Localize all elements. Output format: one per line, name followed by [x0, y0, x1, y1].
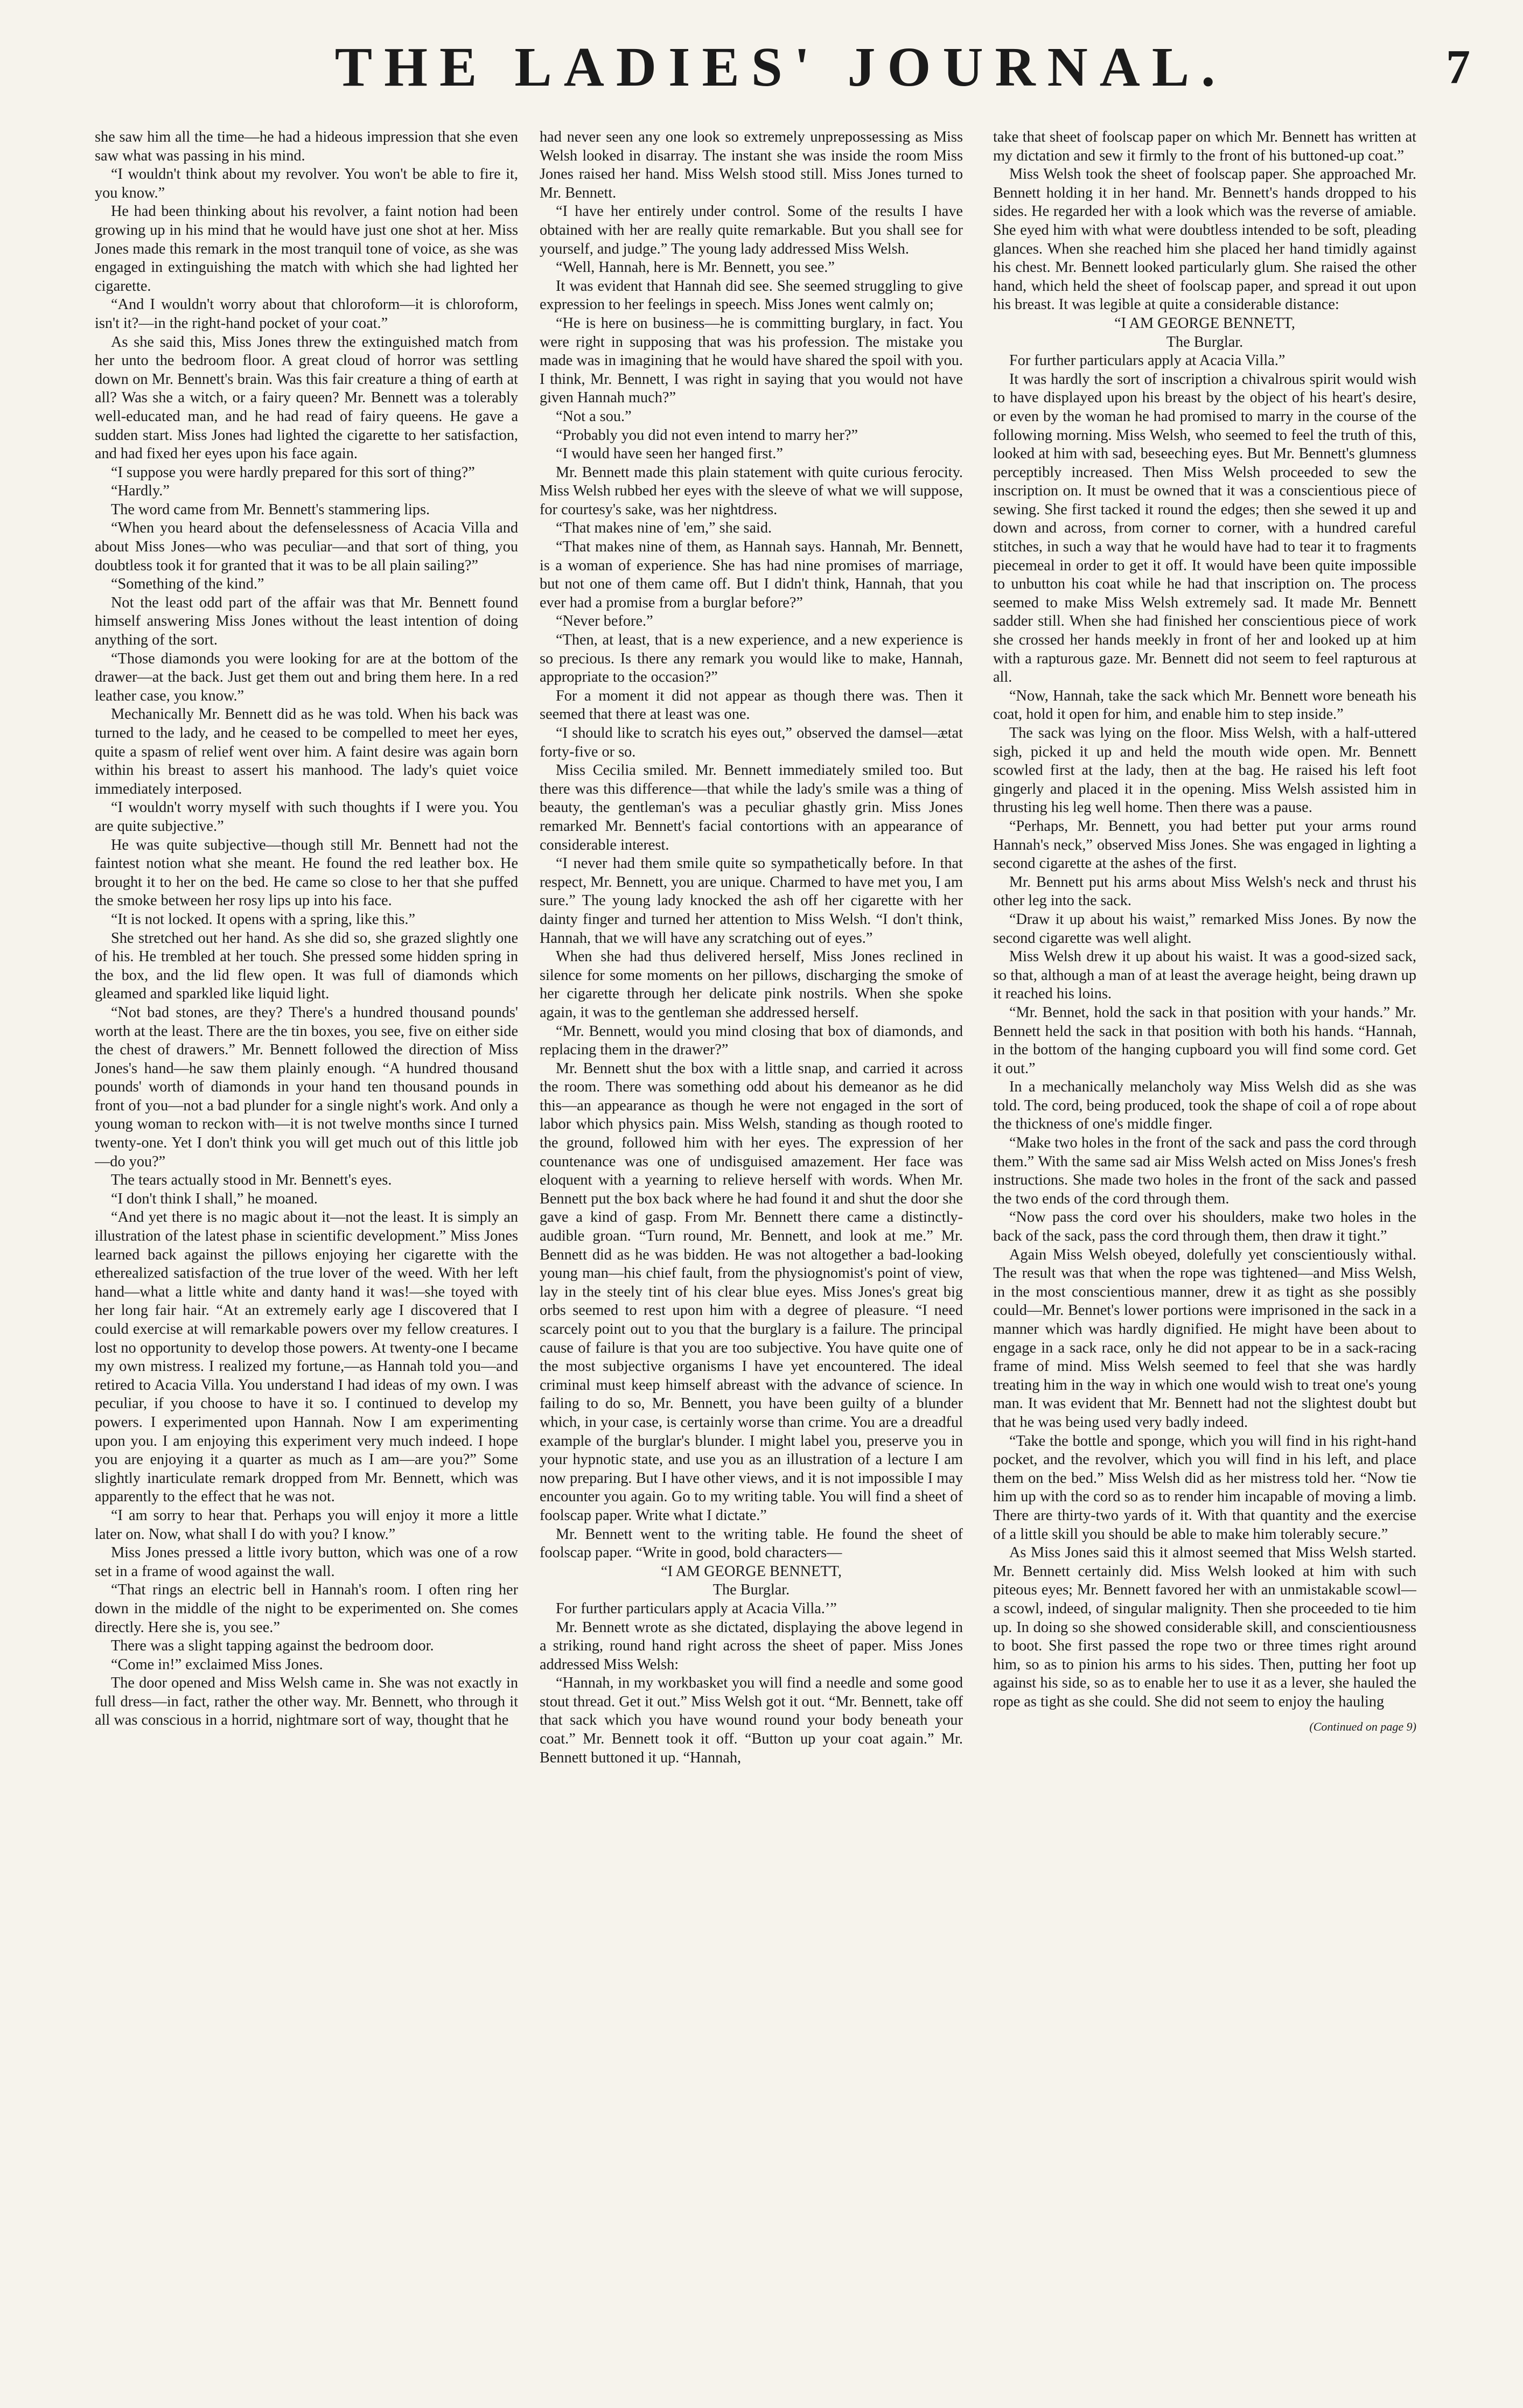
paragraph: had never seen any one look so extremely unprepossessing as Miss Welsh looked in disarray. The instant she was inside the room Miss Jones raised her hand. Miss Welsh stood still. Miss Jones turned to Mr. Bennett.: [540, 129, 963, 201]
paragraph: “Perhaps, Mr. Bennett, you had better put your arms round Hannah's neck,” observed Miss Jones. She was engaged in lighting a second cigarette at the ashes of the first.: [993, 817, 1416, 872]
paragraph: The door opened and Miss Welsh came in. She was not exactly in full dress—in fact, rather the other way. Mr. Bennett, who through it all was conscious in a horrid, nightmare sort of way, thought that he: [95, 1675, 518, 1729]
paragraph: Miss Cecilia smiled. Mr. Bennett immediately smiled too. But there was this difference—that while the lady's smile was a thing of beauty, the gentleman's was a peculiar ghastly grin. Miss Jones remarked Mr. Bennett's facial contortions with an appearance of considerable interest.: [540, 762, 963, 853]
paragraph: “That rings an electric bell in Hannah's room. I often ring her down in the middle of the night to be experimented on. She comes directly. Here she is, you see.”: [95, 1581, 518, 1636]
paragraph: As Miss Jones said this it almost seemed that Miss Welsh started. Mr. Bennett certainly did. Miss Welsh looked at him with such piteous eyes; Mr. Bennett favored her with an unmistakable scowl—a scowl, indeed, of singular malignity. Then she proceeded to tie him up. In doing so she showed considerable skill, and conscientiousness to boot. She first passed the rope two or three times right around him, so as to pinion his arms to his sides. Then, putting her foot up against his side, so as to enable her to use it as a lever, she hauled the rope as tight as she could. She did not seem to enjoy the hauling: [993, 1544, 1416, 1710]
paragraph: “Now pass the cord over his shoulders, make two holes in the back of the sack, pass the cord through them, then draw it tight.”: [993, 1209, 1416, 1245]
paragraph: “I never had them smile quite so sympathetically before. In that respect, Mr. Bennett, you are unique. Charmed to have met you, I am sure.” The young lady knocked the ash off her cigarette with her dainty finger and turned her attention to Miss Welsh. “I don't think, Hannah, that we will have any scratching out of eyes.”: [540, 855, 963, 947]
paragraph: He was quite subjective—though still Mr. Bennett had not the faintest notion what she meant. He found the red leather box. He brought it to her on the bed. He came so close to her that she puffed the smoke between her rosy lips up into his face.: [95, 836, 518, 909]
paragraph: He had been thinking about his revolver, a faint notion had been growing up in his mind that he would have just one shot at her. Miss Jones made this remark in the most tranquil tone of voice, as she was engaged in extinguishing the match with which she had lighted her cigarette.: [95, 203, 518, 295]
paragraph: “I AM GEORGE BENNETT,: [661, 1563, 842, 1580]
paragraph: “He is here on business—he is committing burglary, in fact. You were right in supposing that was his profession. The mistake you made was in imagining that he would have shared the spoil with you. I think, Mr. Bennett, I was right in saying that you would not have given Hannah much?”: [540, 314, 963, 407]
paragraph: “Take the bottle and sponge, which you will find in his right-hand pocket, and the revolver, which you will find in his left, and place them on the bed.” Miss Welsh did as her mistress told her. “Now tie him up with the cord so as to render him incapable of moving a limb. There are thirty-two yards of it. With that quantity and the exercise of a little skill you should be able to make him tolerably secure.”: [993, 1432, 1416, 1543]
continued-note: (Continued on page 9): [1309, 1720, 1416, 1734]
paragraph: “That makes nine of 'em,” she said.: [556, 520, 772, 537]
paragraph: “I wouldn't think about my revolver. You won't be able to fire it, you know.”: [95, 166, 518, 201]
paragraph: “I don't think I shall,” he moaned.: [111, 1190, 318, 1207]
paragraph: Mechanically Mr. Bennett did as he was told. When his back was turned to the lady, and he ceased to be compelled to meet her eyes, quite a spasm of relief went over him. A faint desire was again born within his breast to assert his manhood. The lady's quiet voice immediately interposed.: [95, 706, 518, 797]
text-column-1: [95, 128, 518, 2347]
paragraph: “Those diamonds you were looking for are at the bottom of the drawer—at the back. Just get them out and bring them here. In a red leather case, you know.”: [95, 650, 518, 704]
paragraph: Not the least odd part of the affair was that Mr. Bennett found himself answering Miss Jones without the least intention of doing anything of the sort.: [95, 594, 518, 649]
paragraph: “I wouldn't worry myself with such thoughts if I were you. You are quite subjective.”: [95, 799, 518, 835]
paragraph: Mr. Bennett put his arms about Miss Welsh's neck and thrust his other leg into the sack.: [993, 873, 1416, 909]
paragraph: She stretched out her hand. As she did so, she grazed slightly one of his. He trembled at her touch. She pressed some hidden spring in the box, and the lid flew open. It was full of diamonds which gleamed and sparkled like liquid light.: [95, 929, 518, 1003]
paragraph: The sack was lying on the floor. Miss Welsh, with a half-uttered sigh, picked it up and held the mouth wide open. Mr. Bennett scowled first at the lady, then at the bag. He raised his left foot gingerly and placed it in the opening. Miss Welsh assisted him in thrusting his leg well home. Then there was a pause.: [993, 725, 1416, 816]
masthead: [92, 32, 1470, 102]
paragraph: “I have her entirely under control. Some of the results I have obtained with her are really quite remarkable. But you shall see for yourself, and judge.” The young lady addressed Miss Welsh.: [540, 203, 963, 257]
paragraph: “Make two holes in the front of the sack and pass the cord through them.” With the same sad air Miss Welsh acted on Miss Jones's fresh instructions. She made two holes in the front of the sack and passed the two ends of the cord through them.: [993, 1135, 1416, 1207]
paragraph: It was evident that Hannah did see. She seemed struggling to give expression to her feelings in speech. Miss Jones went calmly on;: [540, 277, 963, 313]
paragraph: Again Miss Welsh obeyed, dolefully yet conscientiously withal. The result was that when the rope was tightened—and Miss Welsh, in the most conscientious manner, drew it as tight as she possibly could—Mr. Bennet's lower portions were imprisoned in the sack in a manner which was hardly dignified. He might have been about to engage in a sack race, only he did not appear to be in a sack-racing frame of mind. Miss Welsh seemed to feel that she was hardly treating him in the way in which one would wish to treat one's young man. It was evident that Mr. Bennett had not the slightest doubt but that he was being used very badly indeed.: [993, 1246, 1416, 1431]
paragraph: “I suppose you were hardly prepared for this sort of thing?”: [111, 464, 475, 481]
paragraph: “Probably you did not even intend to marry her?”: [556, 426, 858, 444]
paragraph: take that sheet of foolscap paper on which Mr. Bennett has written at my dictation and sew it firmly to the front of his buttoned-up coat.”: [993, 129, 1416, 164]
paragraph: “Not a sou.”: [556, 408, 632, 425]
paragraph: Miss Jones pressed a little ivory button, which was one of a row set in a frame of wood against the wall.: [95, 1544, 518, 1580]
paragraph: In a mechanically melancholy way Miss Welsh did as she was told. The cord, being produced, took the shape of coil a of rope about the thickness of one's middle finger.: [993, 1079, 1416, 1133]
paragraph: Mr. Bennett wrote as she dictated, displaying the above legend in a striking, round hand right across the sheet of paper. Miss Jones addressed Miss Welsh:: [540, 1619, 963, 1673]
text-column-3: [993, 128, 1416, 2347]
paragraph: “Then, at least, that is a new experience, and a new experience is so precious. Is there any remark you would like to make, Hannah, appropriate to the occasion?”: [540, 632, 963, 686]
paragraph: “Now, Hannah, take the sack which Mr. Bennett wore beneath his coat, hold it open for him, and enable him to step inside.”: [993, 687, 1416, 723]
paragraph: “Mr. Bennett, would you mind closing that box of diamonds, and replacing them in the drawer?”: [540, 1023, 963, 1059]
text-column-2: [540, 128, 963, 2347]
paragraph: “Hardly.”: [111, 482, 170, 500]
paragraph: “And I wouldn't worry about that chloroform—it is chloroform, isn't it?—in the right-hand pocket of your coat.”: [95, 296, 518, 332]
paragraph: For a moment it did not appear as though there was. Then it seemed that there at least was one.: [540, 687, 963, 723]
paragraph: The Burglar.: [1166, 333, 1243, 351]
paragraph: The word came from Mr. Bennett's stammering lips.: [111, 501, 430, 518]
paragraph: “It is not locked. It opens with a spring, like this.”: [111, 911, 416, 928]
page-number: 7: [1446, 40, 1470, 94]
paragraph: “When you heard about the defenselessness of Acacia Villa and about Miss Jones—who was peculiar—and that sort of thing, you doubtless took it for granted that it was to be all plain sailing?”: [95, 520, 518, 574]
paragraph: “Never before.”: [556, 613, 653, 630]
paragraph: Miss Welsh took the sheet of foolscap paper. She approached Mr. Bennett holding it in her hand. Mr. Bennett's hands dropped to his sides. He regarded her with a look which was the reverse of amiable. She eyed him with what were doubtless intended to be soft, pleading glances. When she reached him she placed her hand timidly against his chest. Mr. Bennett looked particularly glum. She raised the other hand, which held the sheet of foolscap paper, and spread it out upon his breast. It was legible at quite a considerable distance:: [993, 166, 1416, 313]
paragraph: For further particulars apply at Acacia Villa.”: [1009, 352, 1286, 369]
paragraph: When she had thus delivered herself, Miss Jones reclined in silence for some moments on her pillows, discharging the smoke of her cigarette through her delicate pink nostrils. When she spoke again, it was to the gentleman she addressed herself.: [540, 948, 963, 1021]
paragraph: Miss Welsh drew it up about his waist. It was a good-sized sack, so that, although a man of at least the average height, being drawn up it reached his loins.: [993, 948, 1416, 1003]
paragraph: “That makes nine of them, as Hannah says. Hannah, Mr. Bennett, is a woman of experience. She has had nine promises of marriage, but not one of them came off. But I didn't think, Hannah, that you ever had a promise from a burglar before?”: [540, 538, 963, 611]
paragraph: “I should like to scratch his eyes out,” observed the damsel—ætat forty-five or so.: [540, 725, 963, 760]
paragraph: There was a slight tapping against the bedroom door.: [111, 1637, 434, 1655]
journal-title: THE LADIES' JOURNAL.: [334, 36, 1227, 98]
paragraph: “Not bad stones, are they? There's a hundred thousand pounds' worth at the least. There are the tin boxes, you see, five on either side the chest of drawers.” Mr. Bennett followed the direction of Miss Jones's hand—he saw them plainly enough. “A hundred thousand pounds' worth of diamonds in your hand ten thousand pounds in front of you—not a bad plunder for a single night's work. And only a young woman to reckon with—it is not twelve months since I turned twenty-one. Yet I don't think you will get much out of this little job—do you?”: [95, 1004, 518, 1170]
paragraph: It was hardly the sort of inscription a chivalrous spirit would wish to have displayed upon his breast by the object of his heart's desire, or even by the woman he had promised to marry in the course of the following morning. Miss Welsh, who seemed to feel the truth of this, looked at him with sad, beseeching eyes. But Mr. Bennett's glumness perceptibly increased. Then Miss Welsh proceeded to sew the inscription on. It must be owned that it was a conscientious piece of sewing. She first tacked it round the edges; then she sewed it up and down and across, from corner to corner, with a hundred careful stitches, in such a way that he would have had to tear it to fragments piecemeal in order to get it off. It would have been quite impossible to unbutton his coat while he had that inscription on. The process seemed to make Miss Welsh extremely sad. It made Mr. Bennett sadder still. When she had finished her conscientious piece of work she crossed her hands meekly in front of her and looked up at him with a rapturous gaze. Mr. Bennett did not seem to feel rapturous at all.: [993, 370, 1416, 686]
paragraph: “I am sorry to hear that. Perhaps you will enjoy it more a little later on. Now, what shall I do with you? I know.”: [95, 1507, 518, 1543]
paragraph: “Mr. Bennet, hold the sack in that position with your hands.” Mr. Bennett held the sack in that position with both his hands. “Hannah, in the bottom of the hanging cupboard you will find some cord. Get it out.”: [993, 1004, 1416, 1077]
paragraph: The Burglar.: [712, 1581, 790, 1599]
paragraph: “Hannah, in my workbasket you will find a needle and some good stout thread. Get it out.” Miss Welsh got it out. “Mr. Bennett, take off that sack which you have wound round your body beneath your coat.” Mr. Bennett took it off. “Button up your coat again.” Mr. Bennett buttoned it up. “Hannah,: [540, 1675, 963, 1766]
paragraph: Mr. Bennett shut the box with a little snap, and carried it across the room. There was something odd about his demeanor as he did this—an appearance as though he were not engaged in the sort of labor which physics pain. Miss Welsh, standing as though rooted to the ground, followed him with her eyes. The expression of her countenance was one of undisguised amazement. Her face was eloquent with a yearning to relieve herself with words. When Mr. Bennett put the box back where he had found it and shut the door she gave a kind of gasp. From Mr. Bennett there came a distinctly-audible groan. “Turn round, Mr. Bennett, and look at me.” Mr. Bennett did as he was bidden. He was not altogether a bad-looking young man—his chief fault, from the physiognomist's point of view, lay in the steely tint of his clear blue eyes. Miss Jones's great big orbs seemed to rest upon him with a degree of pleasure. “I need scarcely point out to you that the burglary is a failure. The principal cause of failure is that you are too subjective. You have quite one of the most subjective organisms I have yet encountered. The ideal criminal must keep himself abreast with the advance of science. In failing to do so, Mr. Bennett, you have been guilty of a blunder which, in your case, is certainly worse than crime. You are a dreadful example of the burglar's blunder. I might label you, preserve you in your hypnotic state, and use you as an illustration of a lecture I am now preparing. But I have other views, and it is not impossible I may encounter you again. Go to my writing table. You will find a sheet of foolscap paper. Write what I dictate.”: [540, 1060, 963, 1524]
paragraph: Mr. Bennett went to the writing table. He found the sheet of foolscap paper. “Write in good, bold characters—: [540, 1525, 963, 1562]
paragraph: Mr. Bennett made this plain statement with quite curious ferocity. Miss Welsh rubbed her eyes with the sleeve of what we will suppose, for courtesy's sake, was her nightdress.: [540, 464, 963, 518]
paragraph: she saw him all the time—he had a hideous impression that she even saw what was passing in his mind.: [95, 129, 518, 164]
paragraph: “I AM GEORGE BENNETT,: [1114, 314, 1295, 332]
paragraph: “Come in!” exclaimed Miss Jones.: [111, 1656, 323, 1673]
paragraph: “And yet there is no magic about it—not the least. It is simply an illustration of the latest phase in scientific development.” Miss Jones learned back against the pillows enjoying her cigarette with the etherealized satisfaction of the true lover of the weed. With her left hand—what a little white and danty hand it was!—she toyed with her long fair hair. “At an extremely early age I discovered that I could exercise at will remarkable powers over my fellow creatures. I lost no opportunity to develop those powers. At twenty-one I became my own mistress. I realized my fortune,—as Hannah told you—and retired to Acacia Villa. You understand I had ideas of my own. I was peculiar, if you choose to have it so. I continued to develop my powers. I experimented upon Hannah. Now I am experimenting upon you. I am enjoying this experiment very much indeed. I hope you are enjoying it a quarter as much as I am—are you?” Some slightly inarticulate remark dropped from Mr. Bennett, which was apparently to the effect that he was not.: [95, 1209, 518, 1506]
paragraph: For further particulars apply at Acacia Villa.’”: [556, 1600, 837, 1617]
paragraph: “Draw it up about his waist,” remarked Miss Jones. By now the second cigarette was well alight.: [993, 911, 1416, 947]
paragraph: As she said this, Miss Jones threw the extinguished match from her unto the bedroom floor. A great cloud of horror was settling down on Mr. Bennett's brain. Was this fair creature a thing of earth at all? Was she a witch, or a fairy queen? Mr. Bennett was a tolerably well-educated man, and he had read of fairy queens. He gave a sudden start. Miss Jones had lighted the cigarette to her satisfaction, and had fixed her eyes upon his face again.: [95, 333, 518, 463]
paragraph: “Something of the kind.”: [111, 576, 264, 593]
paragraph: The tears actually stood in Mr. Bennett's eyes.: [111, 1172, 392, 1189]
paragraph: “Well, Hannah, here is Mr. Bennett, you see.”: [556, 259, 835, 276]
paragraph: “I would have seen her hanged first.”: [556, 445, 783, 463]
